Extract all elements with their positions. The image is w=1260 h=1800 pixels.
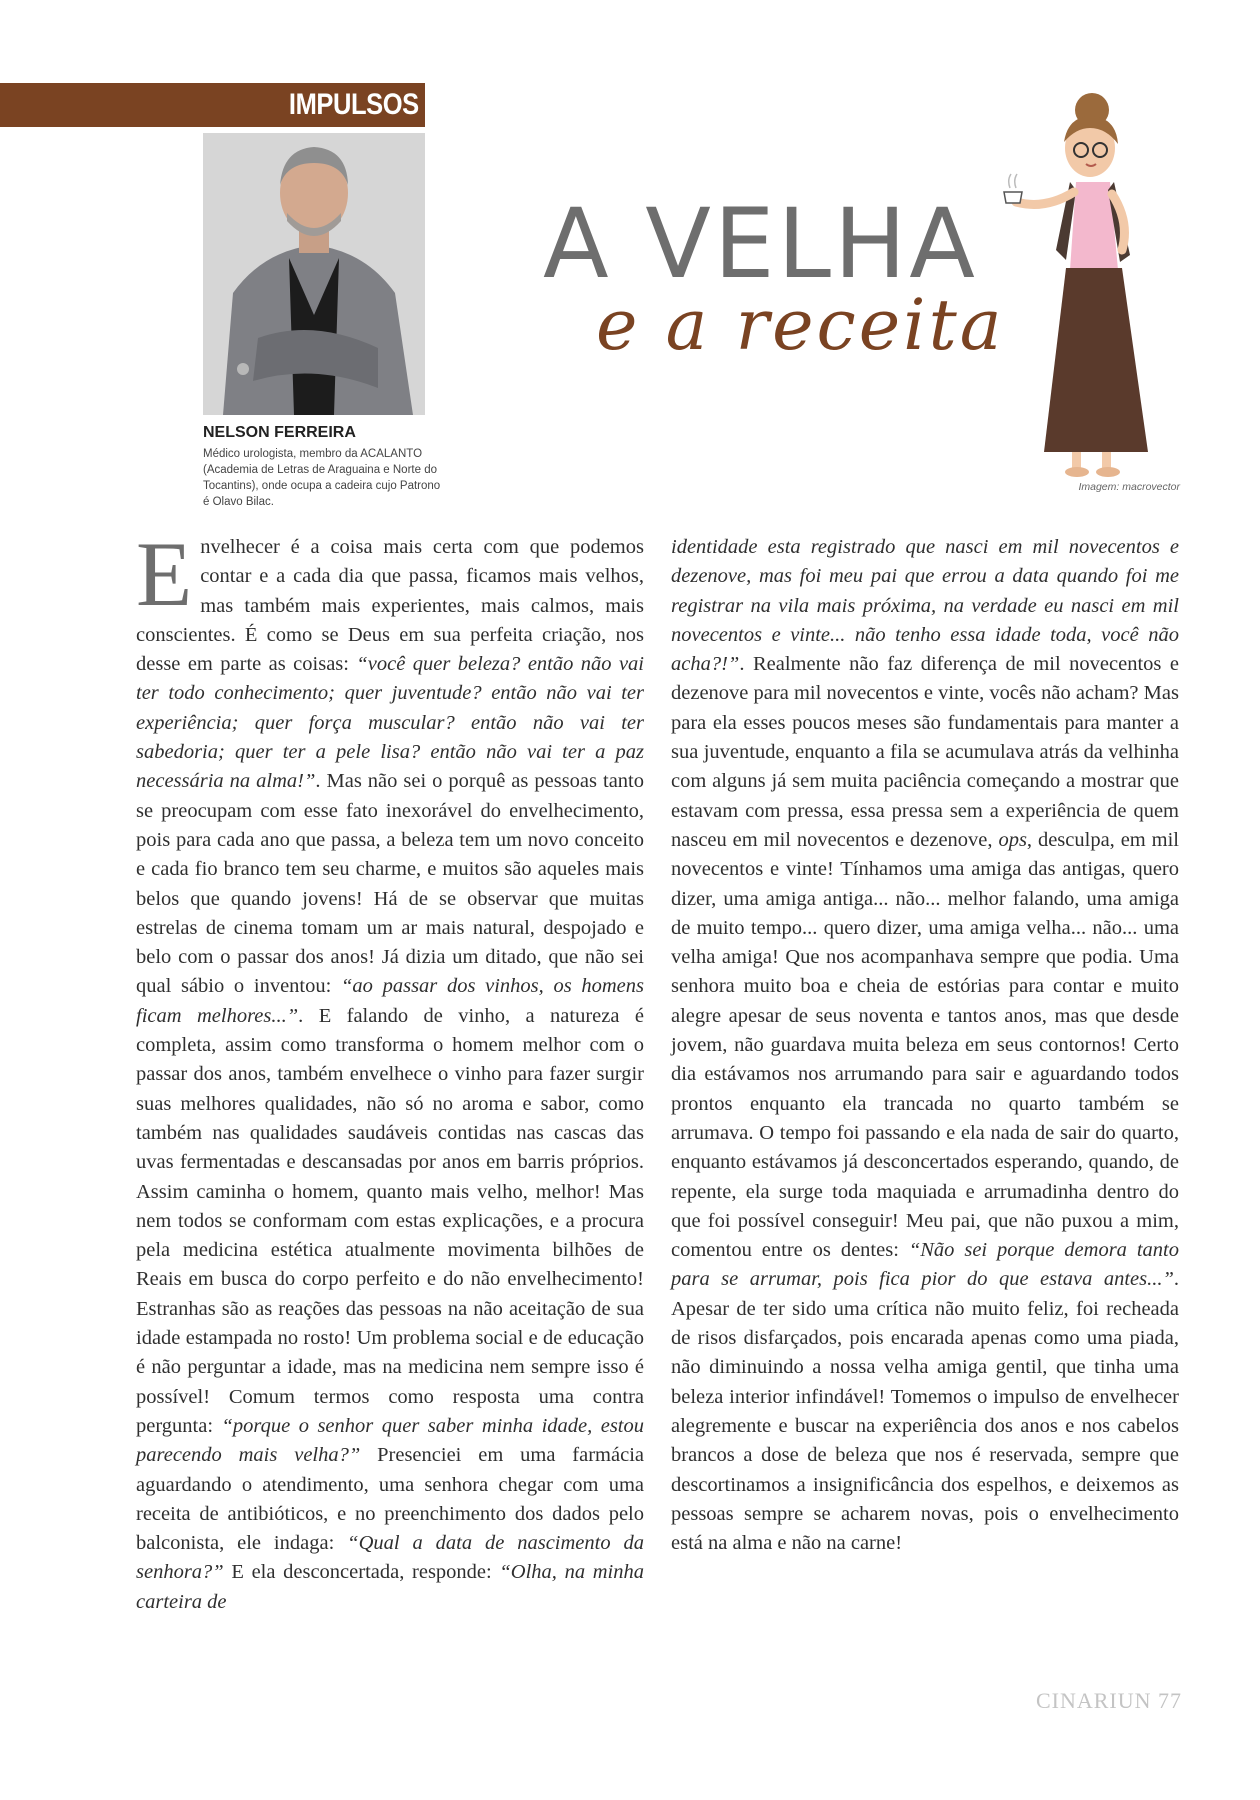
article-text: . E falando de vinho, a natureza é completa, assim como transforma o homem melhor com o passar dos anos, também envelhece o vinho para fazer surgir suas melhores qualidades, não só no aroma e sabor, como também nas qualidades saudáveis contidas nas cascas das uvas fermentadas e descansadas por anos em barris próprios. Assim caminha o homem, quanto mais velho, melhor! Mas nem todos se conformam com estas explicações, e a procura pela medicina estética atualmente movimenta bilhões de Reais em busca do corpo perfeito e do não envelhecimento! Estranhas são as reações das pessoas na não aceitação de sua idade estampada no rosto! Um problema social e de educação é não perguntar a idade, mas na medicina nem sempre isso é possível! Comum termos como resposta uma contra pergunta: xyxy=(136,1004,644,1437)
section-label: IMPULSOS xyxy=(289,88,419,121)
article-subtitle: e a receita xyxy=(596,284,1005,366)
article-column-right xyxy=(671,533,1179,1558)
article-text: . Mas não sei o porquê as pessoas tanto se preocupam com esse fato inexorável do envelhecimento, pois para cada ano que passa, a beleza tem um novo conceito e cada fio branco tem seu charme, e muitos são aqueles mais belos que quando jovens! Há de se observar que muitas estrelas de cinema tomam um ar mais natural, despojado e belo com o passar dos anos! Já dizia um ditado, que não sei qual sábio o inventou: xyxy=(136,770,644,998)
article-quote: ops xyxy=(998,828,1027,851)
article-text: nvelhecer é a coisa mais certa com que podemos contar e a cada dia que passa, ficamos mais velhos, mas também mais experientes, mais calmos, mais conscientes. É como se Deus em sua perfeita criação, nos desse em parte as coisas: xyxy=(136,536,644,676)
article-text: , desculpa, em mil novecentos e vinte! Tínhamos uma amiga das antigas, quero dizer, uma amiga antiga... não... melhor falando, uma amiga de muito tempo... quero dizer, uma amiga velha... não... uma velha amiga! Que nos acompanhava sempre que podia. Uma senhora muito boa e cheia de estórias para contar e muito alegre apesar de seus noventa e tantos anos, mas que desde jovem, não guardava muita beleza em seus contornos! Certo dia estávamos nos arrumando para sair e aguardando todos prontos enquanto ela trancada no quarto também se arrumava. O tempo foi passando e ela nada de sair do quarto, enquanto estávamos já desconcertados esperando, quando, de repente, ela surge toda maquiada e arrumadinha dentro do que foi possível conseguir! Meu pai, que não puxou a mim, comentou entre os dentes: xyxy=(671,828,1179,1262)
article-quote: “Qual a data de nascimento da senhora?” xyxy=(136,1532,644,1584)
section-header-bar xyxy=(0,83,425,127)
article-text: . Apesar de ter sido uma crítica não muito feliz, foi recheada de risos disfarçados, pois encarada apenas como uma piada, não diminuindo a nossa velha amiga gentil, que tinha uma beleza interior infindável! Tomemos o impulso de envelhecer alegremente e buscar na experiência dos anos e nos cabelos brancos a dose de beleza que nos é reservada, sempre que descortinamos a insignificância dos espelhos, e deixemos as pessoas sempre se acharem novas, pois o envelhecimento está na alma e não na carne! xyxy=(671,1268,1179,1555)
author-photo xyxy=(203,133,425,415)
author-name: NELSON FERREIRA xyxy=(203,424,356,441)
old-woman-illustration xyxy=(990,90,1190,480)
drop-cap: E xyxy=(136,523,193,625)
article-quote: “ao passar dos vinhos, os homens ficam melhores...” xyxy=(136,975,644,1027)
article-column-left xyxy=(136,523,644,1617)
article-text: E ela desconcertada, responde: xyxy=(223,1561,500,1584)
article-quote: “Não sei porque demora tanto para se arrumar, pois fica pior do que estava antes...” xyxy=(671,1239,1180,1291)
author-bio: Médico urologista, membro da ACALANTO (Academia de Letras de Araguaina e Norte do Tocantins), onde ocupa a cadeira cujo Patrono é Olavo Bilac. xyxy=(203,448,441,508)
article-quote: “porque o senhor quer saber minha idade, estou parecendo mais velha?” xyxy=(136,1414,644,1467)
image-credit: Imagem: macrovector xyxy=(1078,481,1180,493)
article-title: A VELHA xyxy=(543,188,978,300)
article-text: Presenciei em uma farmácia aguardando o atendimento, uma senhora chegar com uma receita de antibióticos, e no preenchimento dos dados pelo balconista, ele indaga: xyxy=(136,1444,644,1555)
page-footer: CINARIUN 77 xyxy=(1035,1688,1182,1713)
article-quote: “você quer beleza? então não vai ter todo conhecimento; quer juventude? então não vai ter experiência; quer força muscular? então não vai ter sabedoria; quer ter a pele lisa? então não vai ter a paz necessária na alma!” xyxy=(136,653,644,793)
article-quote: identidade esta registrado que nasci em mil novecentos e dezenove, mas foi meu pai que errou a data quando foi me registrar na vila mais próxima, na verdade eu nasci em mil novecentos e vinte... não tenho essa idade toda, você não acha?!” xyxy=(671,536,1179,676)
article-text: . Realmente não faz diferença de mil novecentos e dezenove para mil novecentos e vinte, vocês não acham? Mas para ela esses poucos meses são fundamentais para manter a sua juventude, enquanto a fila se acumulava atrás da velhinha com alguns já sem muita paciência começando a mostrar que estavam com pressa, essa pressa sem a experiência de quem nasceu em mil novecentos e dezenove, xyxy=(671,653,1179,851)
article-quote: “Olha, na minha carteira de xyxy=(136,1561,644,1613)
